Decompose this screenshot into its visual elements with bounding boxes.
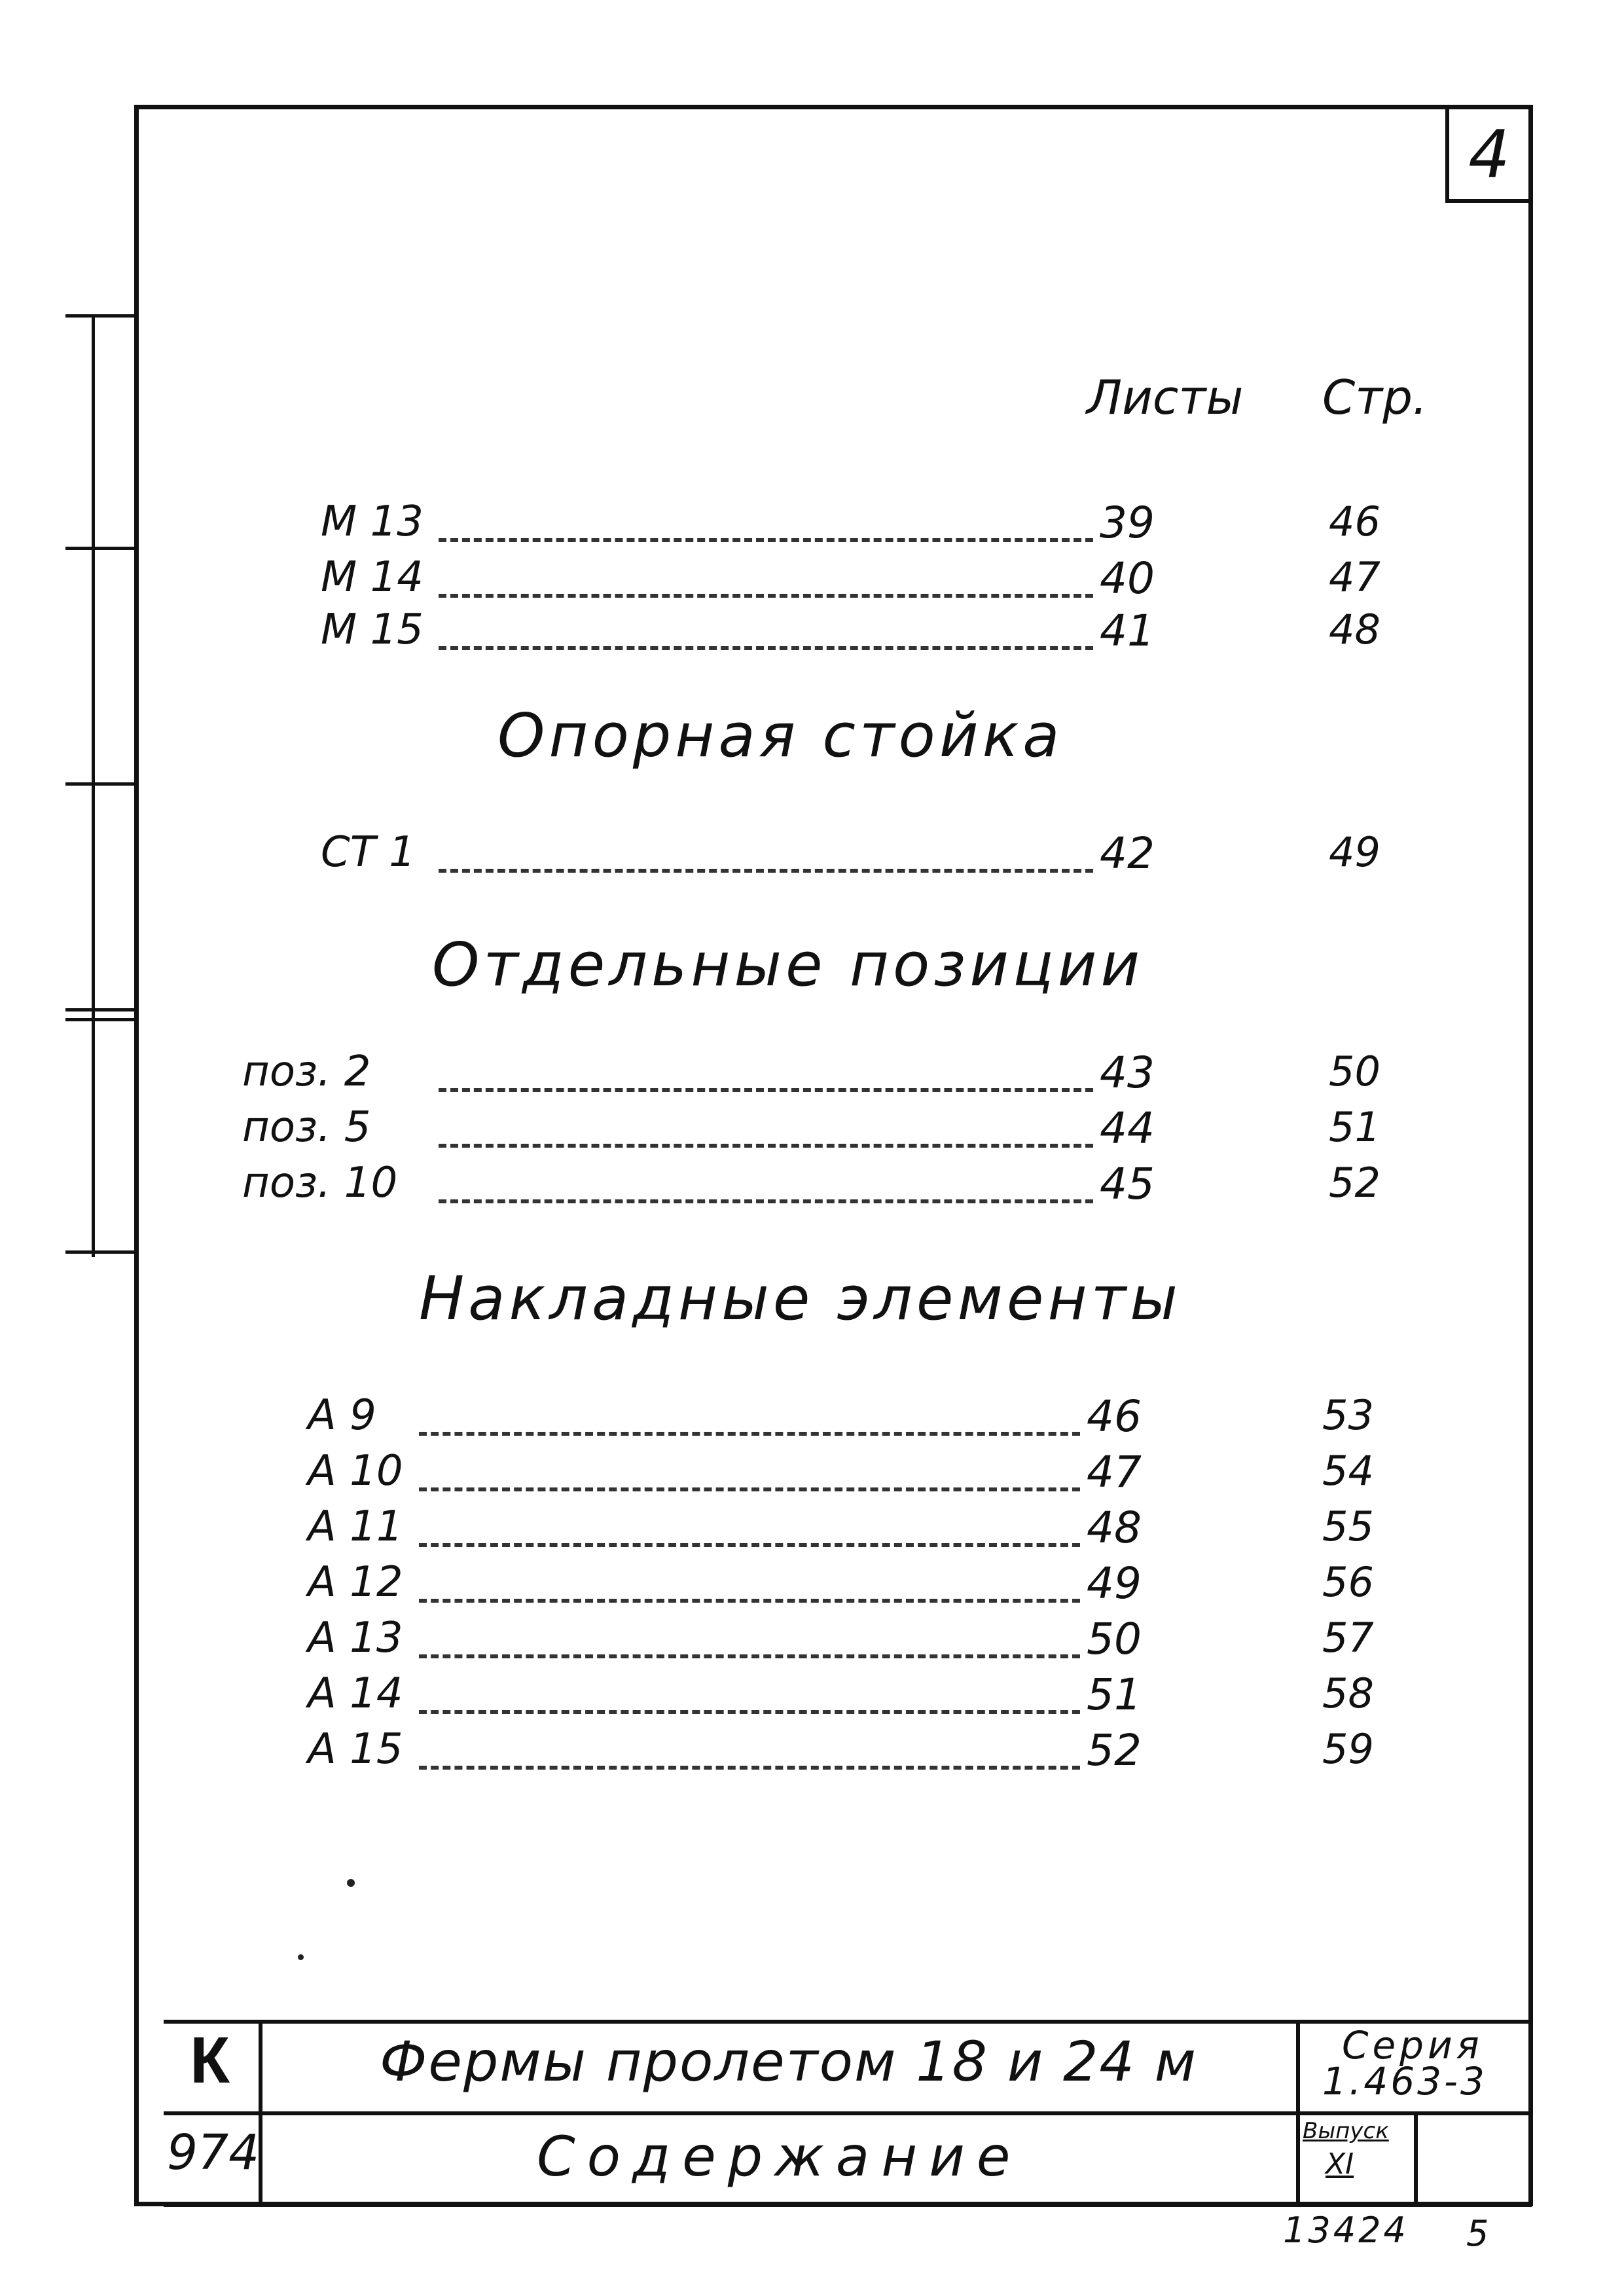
section-heading: Опорная стойка bbox=[497, 701, 1064, 771]
section-heading: Отдельные позиции bbox=[432, 930, 1144, 1000]
binding-margin-tick bbox=[65, 1008, 134, 1011]
item-page-number: 57 bbox=[1322, 1614, 1374, 1662]
item-label: А 14 bbox=[308, 1669, 403, 1718]
item-label: А 15 bbox=[308, 1725, 403, 1774]
item-label: поз. 10 bbox=[242, 1159, 398, 1207]
org-code: К bbox=[190, 2024, 230, 2097]
item-sheet-number: 52 bbox=[1087, 1725, 1142, 1776]
item-sheet-number: 47 bbox=[1087, 1447, 1142, 1497]
document-subtitle: Содержание bbox=[537, 2124, 1022, 2189]
title-block-top-line bbox=[164, 2020, 1532, 2024]
item-sheet-number: 41 bbox=[1100, 606, 1155, 656]
item-page-number: 48 bbox=[1329, 606, 1380, 653]
item-sheet-number: 51 bbox=[1087, 1669, 1142, 1720]
item-page-number: 53 bbox=[1322, 1391, 1374, 1439]
binding-margin-line bbox=[92, 314, 95, 1257]
dotted-leader bbox=[439, 1088, 1093, 1092]
binding-margin-tick bbox=[65, 547, 134, 550]
scan-speck bbox=[298, 1954, 304, 1960]
binding-margin-tick bbox=[65, 314, 134, 318]
item-label: А 12 bbox=[308, 1558, 403, 1607]
item-page-number: 59 bbox=[1322, 1725, 1374, 1773]
dotted-leader bbox=[419, 1766, 1080, 1770]
item-sheet-number: 49 bbox=[1087, 1558, 1142, 1609]
title-block-bottom-line bbox=[164, 2203, 1532, 2207]
dotted-leader bbox=[419, 1543, 1080, 1547]
item-page-number: 52 bbox=[1329, 1159, 1380, 1207]
item-page-number: 50 bbox=[1329, 1048, 1380, 1095]
dotted-leader bbox=[419, 1710, 1080, 1714]
column-header-sheets: Листы bbox=[1087, 370, 1244, 425]
scan-speck bbox=[347, 1879, 355, 1887]
item-label: А 10 bbox=[308, 1447, 403, 1495]
issue-label: Выпуск bbox=[1303, 2118, 1389, 2144]
item-page-number: 47 bbox=[1329, 553, 1380, 601]
item-label: поз. 2 bbox=[242, 1048, 371, 1096]
item-sheet-number: 43 bbox=[1100, 1048, 1155, 1098]
item-page-number: 46 bbox=[1329, 498, 1380, 545]
dotted-leader bbox=[439, 869, 1093, 873]
year: 974 bbox=[167, 2124, 260, 2181]
dotted-leader bbox=[419, 1599, 1080, 1603]
issue-value: XI bbox=[1326, 2147, 1354, 2181]
item-sheet-number: 44 bbox=[1100, 1103, 1155, 1154]
section-heading: Накладные элементы bbox=[419, 1264, 1182, 1334]
dotted-leader bbox=[419, 1487, 1080, 1491]
dotted-leader bbox=[439, 1199, 1093, 1203]
archive-number: 13424 bbox=[1283, 2210, 1409, 2251]
item-sheet-number: 42 bbox=[1100, 828, 1155, 879]
title-block-mid-line bbox=[164, 2111, 1532, 2115]
item-page-number: 51 bbox=[1329, 1103, 1380, 1151]
item-page-number: 55 bbox=[1322, 1503, 1374, 1550]
item-label: М 15 bbox=[321, 606, 424, 654]
item-label: М 14 bbox=[321, 553, 424, 602]
document-title: Фермы пролетом 18 и 24 м bbox=[380, 2030, 1197, 2094]
binding-margin-tick bbox=[65, 782, 134, 786]
item-page-number: 49 bbox=[1329, 828, 1380, 876]
item-label: СТ 1 bbox=[321, 828, 416, 877]
item-label: поз. 5 bbox=[242, 1103, 371, 1152]
item-sheet-number: 46 bbox=[1087, 1391, 1142, 1442]
column-header-page: Стр. bbox=[1322, 370, 1428, 425]
item-sheet-number: 50 bbox=[1087, 1614, 1142, 1664]
dotted-leader bbox=[439, 538, 1093, 542]
item-label: М 13 bbox=[321, 498, 424, 546]
binding-margin-tick bbox=[65, 1250, 134, 1254]
title-block-divider bbox=[1414, 2111, 1418, 2206]
item-page-number: 58 bbox=[1322, 1669, 1374, 1717]
dotted-leader bbox=[439, 594, 1093, 598]
item-label: А 13 bbox=[308, 1614, 403, 1662]
title-block-divider bbox=[1296, 2020, 1300, 2206]
page-number-box bbox=[1445, 105, 1533, 203]
page-number: 4 bbox=[1468, 115, 1510, 192]
item-sheet-number: 48 bbox=[1087, 1503, 1142, 1553]
item-sheet-number: 45 bbox=[1100, 1159, 1155, 1209]
dotted-leader bbox=[439, 1144, 1093, 1148]
item-sheet-number: 40 bbox=[1100, 553, 1155, 604]
item-page-number: 54 bbox=[1322, 1447, 1374, 1495]
series-label: Серия bbox=[1342, 2023, 1483, 2068]
item-label: А 11 bbox=[308, 1503, 403, 1551]
dotted-leader bbox=[419, 1654, 1080, 1658]
series-value: 1.463-3 bbox=[1322, 2059, 1487, 2104]
dotted-leader bbox=[419, 1432, 1080, 1436]
binding-margin-tick bbox=[65, 1018, 134, 1021]
sheet-count: 5 bbox=[1466, 2213, 1489, 2254]
dotted-leader bbox=[439, 646, 1093, 650]
item-label: А 9 bbox=[308, 1391, 376, 1440]
item-sheet-number: 39 bbox=[1100, 498, 1155, 548]
item-page-number: 56 bbox=[1322, 1558, 1374, 1606]
